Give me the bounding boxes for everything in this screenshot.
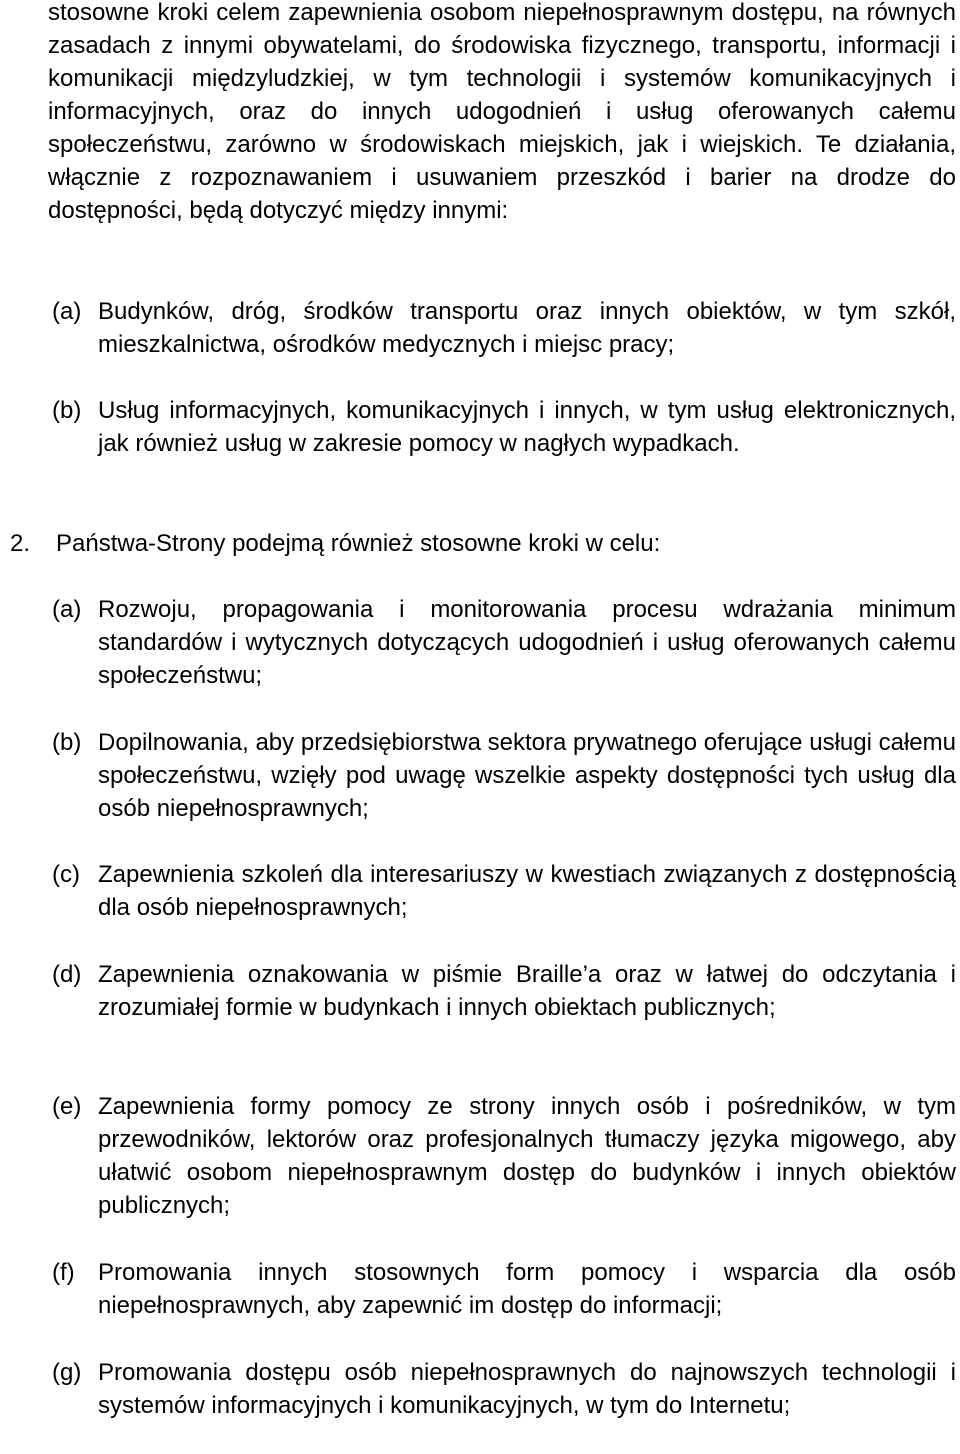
list-item-text: Zapewnienia formy pomocy ze strony innych osób i pośredników, w tym przewodników, lektorów oraz profesjonalnych tłumaczy języka migowego, aby ułatwić osobom niepełnosprawnym dostęp do budynków i innych obiektów publicznych; (98, 1093, 956, 1219)
list-marker: (c) (52, 861, 80, 888)
list-marker: (e) (52, 1093, 82, 1120)
list-marker: (f) (52, 1259, 75, 1286)
list2-item-c (52, 858, 956, 924)
list2-item-a (52, 593, 956, 692)
list-marker: (b) (52, 729, 82, 756)
section-text: Państwa-Strony podejmą również stosowne kroki w celu: (56, 530, 661, 557)
list-marker: (d) (52, 961, 82, 988)
list-item-text: Rozwoju, propagowania i monitorowania procesu wdrażania minimum standardów i wytycznych dotyczących udogodnień i usług oferowanych całemu społeczeństwu; (98, 596, 956, 689)
list-marker: (a) (52, 596, 82, 623)
list1-item-a (52, 295, 956, 361)
list-marker: (g) (52, 1359, 82, 1386)
list-item-text: Promowania innych stosownych form pomocy i wsparcia dla osób niepełnosprawnych, aby zapewnić im dostęp do informacji; (98, 1259, 956, 1319)
section-number: 2. (10, 530, 31, 557)
section-2-heading (10, 527, 956, 560)
list-marker: (b) (52, 397, 82, 424)
list-marker: (a) (52, 298, 82, 325)
list-item-text: Zapewnienia szkoleń dla interesariuszy w kwestiach związanych z dostępnością dla osób niepełnosprawnych; (98, 861, 956, 921)
list2-item-b (52, 726, 956, 825)
intro-paragraph: stosowne kroki celem zapewnienia osobom niepełnosprawnym dostępu, na równych zasadach z innymi obywatelami, do środowiska fizycznego, transportu, informacji i komunikacji międzyludzkiej, w tym technologii i systemów komunikacyjnych i informacyjnych, oraz do innych udogodnień i usług oferowanych całemu społeczeństwu, zarówno w środowiskach miejskich, jak i wiejskich. Te działania, włącznie z rozpoznawaniem i usuwaniem przeszkód i barier na drodze do dostępności, będą dotyczyć między innymi: (48, 0, 956, 224)
list2-item-e (52, 1090, 956, 1222)
list2-item-g (52, 1356, 956, 1422)
list1-item-b (52, 394, 956, 460)
list-item-text: Dopilnowania, aby przedsiębiorstwa sektora prywatnego oferujące usługi całemu społeczeństwu, wzięły pod uwagę wszelkie aspekty dostępności tych usług dla osób niepełnosprawnych; (98, 729, 956, 822)
list-item-text: Budynków, dróg, środków transportu oraz innych obiektów, w tym szkół, mieszkalnictwa, ośrodków medycznych i miejsc pracy; (98, 298, 956, 358)
list-item-text: Promowania dostępu osób niepełnosprawnych do najnowszych technologii i systemów informacyjnych i komunikacyjnych, w tym do Internetu; (98, 1359, 956, 1419)
list-item-text: Zapewnienia oznakowania w piśmie Braille’a oraz w łatwej do odczytania i zrozumiałej formie w budynkach i innych obiektach publicznych; (98, 961, 956, 1021)
list2-item-d (52, 958, 956, 1024)
list-item-text: Usług informacyjnych, komunikacyjnych i innych, w tym usług elektronicznych, jak również usług w zakresie pomocy w nagłych wypadkach. (98, 397, 956, 457)
list2-item-f (52, 1256, 956, 1322)
